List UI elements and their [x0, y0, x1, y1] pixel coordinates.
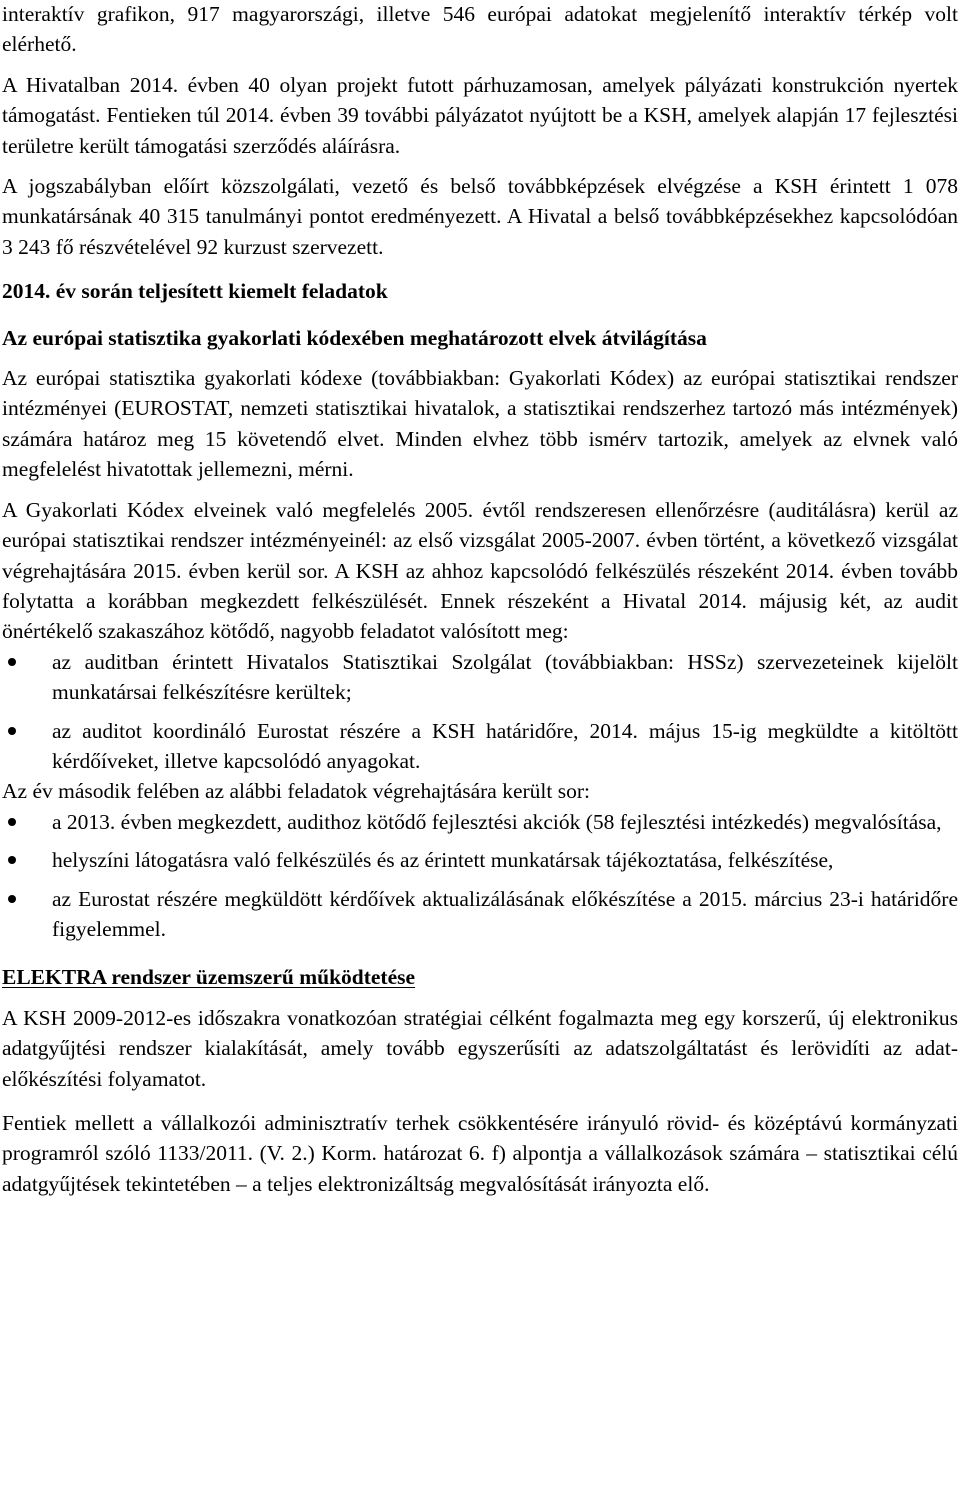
list-item [2, 845, 958, 875]
bullet-list-audit-tasks [2, 647, 958, 777]
list-item-text: az auditban érintett Hivatalos Statisztikai Szolgálat (továbbiakban: HSSz) szervezeteinek kijelölt munkatársai felkészítésre kerültek; [52, 649, 958, 705]
paragraph-code-intro: Az európai statisztika gyakorlati kódexe (továbbiakban: Gyakorlati Kódex) az európai statisztikai rendszer intézményei (EUROSTAT, nemzeti statisztikai hivatalok, a statisztikai rendszerhez tartozó más intézmények) számára határoz meg 15 követendő elvet. Minden elvhez több ismérv tartozik, amelyek az elvnek való megfelelést hivatottak jellemezni, mérni. [2, 366, 958, 482]
paragraph-second-half: Az év második felében az alábbi feladatok végrehajtására került sor: [2, 779, 590, 804]
bullet-icon [8, 856, 16, 864]
list-item [2, 716, 958, 777]
paragraph-audit: A Gyakorlati Kódex elveinek való megfelelés 2005. évtől rendszeresen ellenőrzésre (auditálásra) kerül az európai statisztikai rendszer intézményeinél: az első vizsgálat 2005-2007. évben történt, a következő vizsgálat végrehajtására 2015. évben kerül sor. A KSH az ahhoz kapcsolódó felkészülés részeként 2014. évben tovább folytatta a korábban megkezdett felkészülését. Ennek részeként a Hivatal 2014. májusig két, az audit önértékelő szakaszához kötődő, nagyobb feladatot valósított meg: [2, 497, 958, 644]
heading-code-principles: Az európai statisztika gyakorlati kódexében meghatározott elvek átvilágítása [2, 325, 707, 350]
list-item [2, 884, 958, 945]
bullet-icon [8, 818, 16, 826]
bullet-list-second-half [2, 807, 958, 945]
heading-year-tasks: 2014. év során teljesített kiemelt feladatok [2, 279, 388, 304]
list-item-text: a 2013. évben megkezdett, audithoz kötődő fejlesztési akciók (58 fejlesztési intézkedés) megvalósítása, [52, 809, 942, 834]
bullet-icon [8, 658, 16, 666]
paragraph-elektra-strategy: A KSH 2009-2012-es időszakra vonatkozóan stratégiai célként fogalmazta meg egy korszerű, új elektronikus adatgyűjtési rendszer kialakítását, amely tovább egyszerűsíti az adatszolgáltatást és lerövidíti az adat-előkészítési folyamatot. [2, 1005, 958, 1091]
list-item-text: az Eurostat részére megküldött kérdőívek aktualizálásának előkészítése a 2015. március 23-i határidőre figyelemmel. [52, 886, 958, 941]
list-item [2, 807, 958, 837]
paragraph-elektra-regulation: Fentiek mellett a vállalkozói adminisztratív terhek csökkentésére irányuló rövid- és középtávú kormányzati programról szóló 1133/2011. (V. 2.) Korm. határozat 6. f) alpontja a vállalkozások számára – statisztikai célú adatgyűjtések tekintetében – a teljes elektronizáltság megvalósítását irányozta elő. [2, 1111, 958, 1196]
list-item [2, 647, 958, 708]
heading-elektra: ELEKTRA rendszer üzemszerű működtetése [2, 965, 416, 990]
paragraph-interactive-map: interaktív grafikon, 917 magyarországi, illetve 546 európai adatokat megjelenítő interaktív térkép volt elérhető. [2, 2, 958, 57]
bullet-icon [8, 727, 16, 735]
list-item-text: az auditot koordináló Eurostat részére a KSH határidőre, 2014. május 15-ig megküldte a kitöltött kérdőíveket, illetve kapcsolódó anyagokat. [52, 718, 958, 773]
bullet-icon [8, 895, 16, 903]
paragraph-projects: A Hivatalban 2014. évben 40 olyan projekt futott párhuzamosan, amelyek pályázati konstrukción nyertek támogatást. Fentieken túl 2014. évben 39 további pályázatot nyújtott be a KSH, amelyek alapján 17 fejlesztési területre került támogatási szerződés aláírásra. [2, 72, 958, 158]
document-page [2, 0, 958, 1199]
paragraph-training: A jogszabályban előírt közszolgálati, vezető és belső továbbképzések elvégzése a KSH érintett 1 078 munkatársának 40 315 tanulmányi pontot eredményezett. A Hivatal a belső továbbképzésekhez kapcsolódóan 3 243 fő részvételével 92 kurzust szervezett. [2, 174, 958, 259]
list-item-text: helyszíni látogatásra való felkészülés és az érintett munkatársak tájékoztatása, felkészítése, [52, 848, 834, 873]
